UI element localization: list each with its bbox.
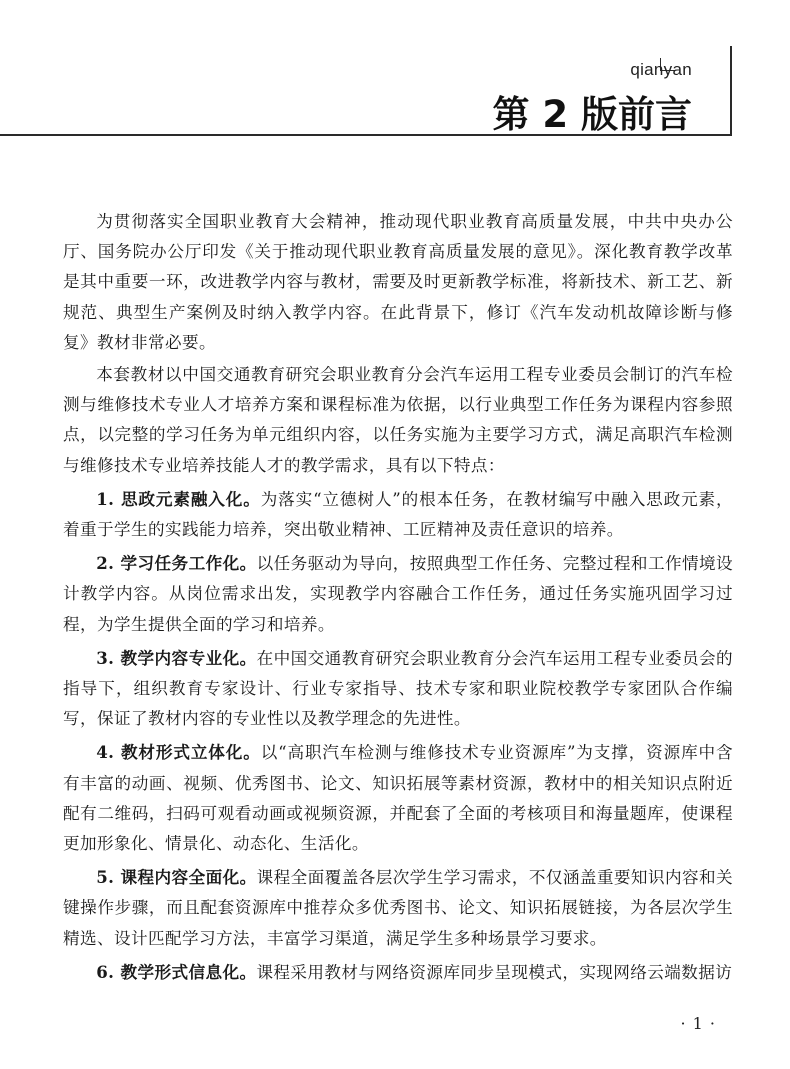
feature-heading: 3. 教学内容专业化。 <box>96 647 257 668</box>
header-vertical-rule <box>730 46 732 136</box>
feature-item <box>63 484 733 545</box>
feature-text: 课程采用教材与网络资源库同步呈现模式，实现网络云端数据访 <box>256 962 733 982</box>
feature-heading: 4. 教材形式立体化。 <box>96 742 261 763</box>
page-number: · 1 · <box>680 1014 716 1033</box>
feature-heading: 2. 学习任务工作化。 <box>96 553 257 574</box>
body-text <box>63 207 733 988</box>
paragraph-overview: 本套教材以中国交通教育研究会职业教育分会汽车运用工程专业委员会制订的汽车检测与维修技术专业人才培养方案和课程标准为依据，以行业典型工作任务为课程内容参照点，以完整的学习任务为单元组织内容，以任务实施为主要学习方式，满足高职汽车检测与维修技术专业培养技能人才的教学需求，具有以下特点： <box>63 365 733 475</box>
header-pinyin: qianyan <box>630 60 692 79</box>
feature-item <box>63 862 733 954</box>
feature-item <box>63 548 733 640</box>
feature-heading: 1. 思政元素融入化。 <box>96 488 261 509</box>
feature-heading: 5. 课程内容全面化。 <box>96 867 257 888</box>
page-title: 第 2 版前言 <box>492 93 692 136</box>
feature-item <box>63 643 733 735</box>
feature-text: 在中国交通教育研究会职业教育分会汽车运用工程专业委员会的指导下，组织教育专家设计、行业专家指导、技术专家和职业院校教学专家团队合作编写，保证了教材内容的专业性以及教学理念的先进性。 <box>63 648 733 729</box>
feature-text: 为落实“立德树人”的根本任务，在教材编写中融入思政元素，着重于学生的实践能力培养，突出敬业精神、工匠精神及责任意识的培养。 <box>63 489 734 540</box>
feature-text: 以任务驱动为导向，按照典型工作任务、完整过程和工作情境设计教学内容。从岗位需求出发，实现教学内容融合工作任务，通过任务实施巩固学习过程，为学生提供全面的学习和培养。 <box>63 554 733 634</box>
feature-item <box>63 737 733 859</box>
feature-heading: 6. 教学形式信息化。 <box>96 961 257 982</box>
paragraph-intro: 为贯彻落实全国职业教育大会精神，推动现代职业教育高质量发展，中共中央办公厅、国务院办公厅印发《关于推动现代职业教育高质量发展的意见》。深化教育教学改革是其中重要一环，改进教学内容与教材，需要及时更新教学标准，将新技术、新工艺、新规范、典型生产案例及时纳入教学内容。在此背景下，修订《汽车发动机故障诊断与修复》教材非常必要。 <box>63 212 733 352</box>
feature-text: 以“高职汽车检测与维修技术专业资源库”为支撑，资源库中含有丰富的动画、视频、优秀图书、论文、知识拓展等素材资源，教材中的相关知识点附近配有二维码，扫码可观看动画或视频资源，并配套了全面的考核项目和海量题库，使课程更加形象化、情景化、动态化、生活化。 <box>63 743 734 854</box>
feature-text: 课程全面覆盖各层次学生学习需求，不仅涵盖重要知识内容和关键操作步骤，而且配套资源库中推荐众多优秀图书、论文、知识拓展链接，为各层次学生精选、设计匹配学习方法，丰富学习渠道，满足学生多种场景学习要求。 <box>63 868 733 948</box>
feature-item <box>63 957 733 988</box>
